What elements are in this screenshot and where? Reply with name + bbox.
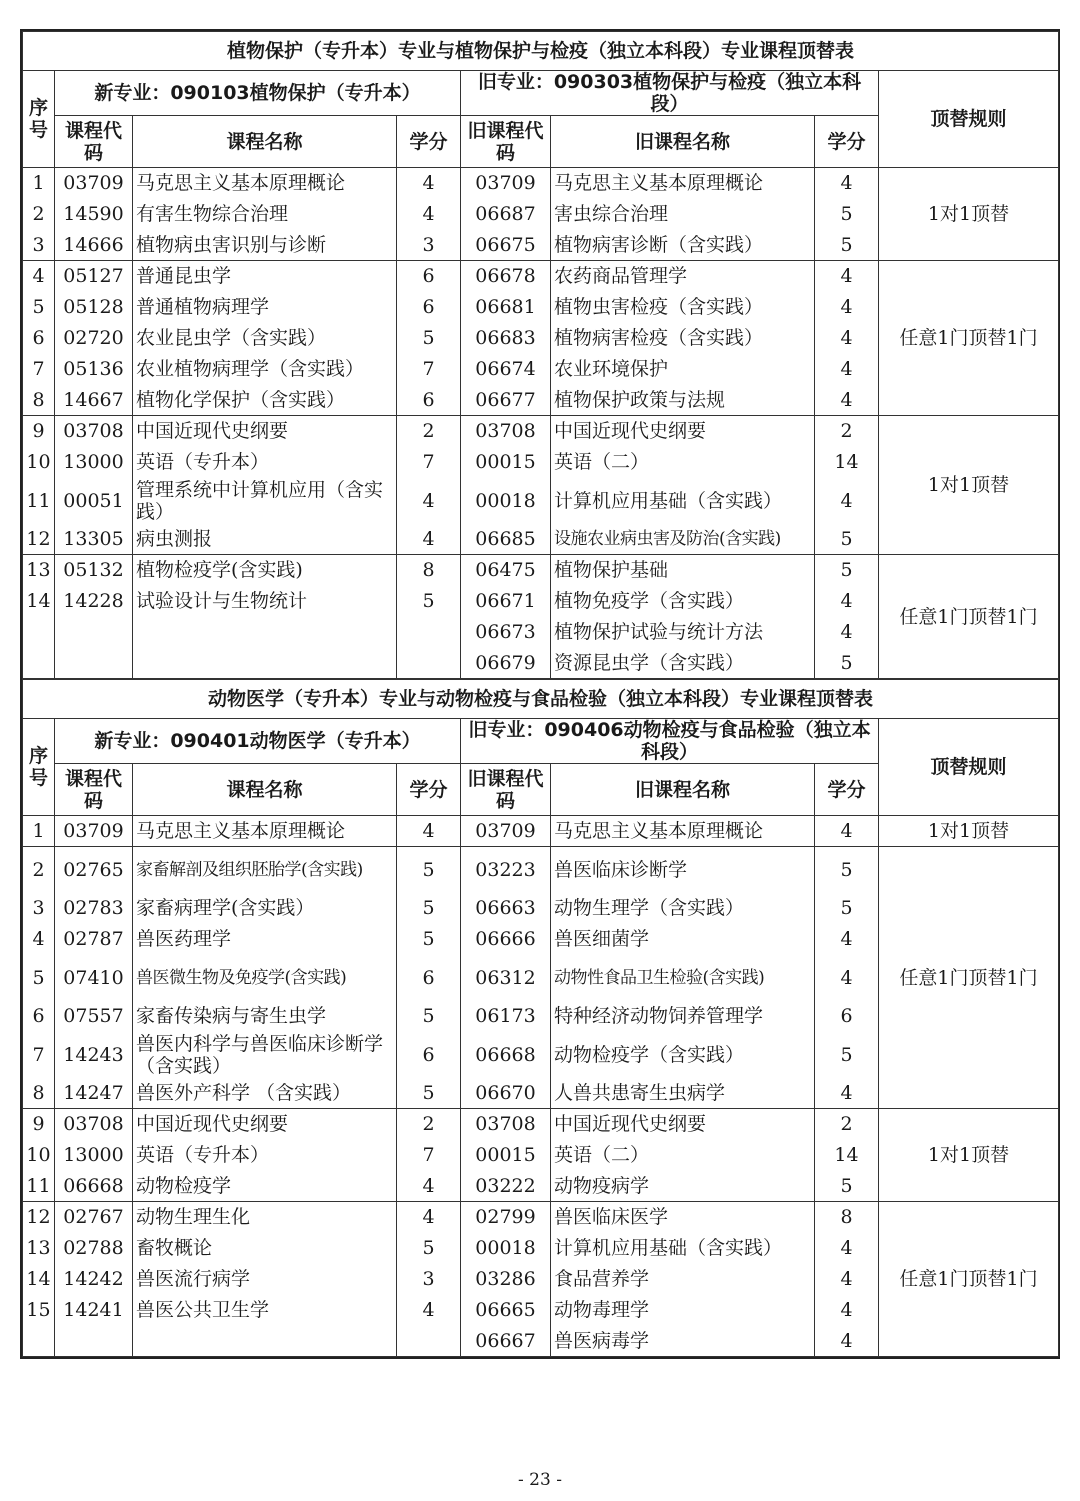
seq-cell: 2	[23, 847, 55, 893]
new-credit-cell: 4	[397, 524, 461, 555]
new-credit-cell: 5	[397, 893, 461, 924]
old-credit-cell: 5	[815, 1171, 879, 1202]
course-substitution-sheet	[20, 29, 1060, 1359]
seq-cell: 7	[23, 354, 55, 385]
old-name-cell: 动物生理学（含实践）	[551, 893, 815, 924]
old-name-cell: 植物免疫学（含实践）	[551, 586, 815, 617]
column-header-old-code: 旧课程代码	[461, 116, 551, 168]
old-code-cell: 00018	[461, 478, 551, 524]
old-name-cell: 中国近现代史纲要	[551, 1109, 815, 1140]
new-name-cell: 家畜病理学(含实践）	[133, 893, 397, 924]
rule-cell: 任意1门顶替1门	[879, 847, 1059, 1109]
table-row	[23, 1202, 1059, 1233]
old-code-cell: 03286	[461, 1264, 551, 1295]
seq-header: 序号	[23, 719, 55, 816]
old-code-cell: 06173	[461, 1001, 551, 1032]
new-name-cell: 兽医内科学与兽医临床诊断学（含实践）	[133, 1032, 397, 1078]
old-name-cell: 植物病害诊断（含实践）	[551, 230, 815, 261]
seq-cell: 9	[23, 416, 55, 447]
new-name-cell: 畜牧概论	[133, 1233, 397, 1264]
old-code-cell: 06668	[461, 1032, 551, 1078]
new-code-cell: 02765	[55, 847, 133, 893]
column-header-old-credit: 学分	[815, 764, 879, 816]
new-code-cell: 07410	[55, 955, 133, 1001]
rule-cell: 1对1顶替	[879, 816, 1059, 847]
new-name-cell: 兽医流行病学	[133, 1264, 397, 1295]
old-credit-cell: 4	[815, 354, 879, 385]
old-name-cell: 计算机应用基础（含实践）	[551, 1233, 815, 1264]
new-name-cell: 动物生理生化	[133, 1202, 397, 1233]
old-credit-cell: 4	[815, 617, 879, 648]
old-code-cell: 06681	[461, 292, 551, 323]
seq-cell: 1	[23, 816, 55, 847]
column-header-new-name: 课程名称	[133, 764, 397, 816]
new-code-cell: 05136	[55, 354, 133, 385]
old-code-cell: 06671	[461, 586, 551, 617]
old-code-cell: 03709	[461, 816, 551, 847]
seq-cell: 1	[23, 168, 55, 199]
old-credit-cell: 4	[815, 1326, 879, 1357]
seq-cell: 14	[23, 1264, 55, 1295]
new-name-cell: 兽医微生物及免疫学(含实践)	[133, 955, 397, 1001]
new-name-cell: 管理系统中计算机应用（含实践）	[133, 478, 397, 524]
table-row	[23, 416, 1059, 447]
old-credit-cell: 4	[815, 1233, 879, 1264]
new-credit-cell: 5	[397, 1001, 461, 1032]
old-credit-cell: 4	[815, 1078, 879, 1109]
old-credit-cell: 4	[815, 323, 879, 354]
old-name-cell: 兽医临床诊断学	[551, 847, 815, 893]
seq-cell: 5	[23, 292, 55, 323]
table-row	[23, 555, 1059, 586]
old-name-cell: 英语（二）	[551, 1140, 815, 1171]
new-code-cell	[55, 648, 133, 679]
seq-cell: 13	[23, 555, 55, 586]
old-major-header: 旧专业：090406动物检疫与食品检验（独立本科段）	[461, 719, 879, 764]
new-name-cell: 试验设计与生物统计	[133, 586, 397, 617]
column-header-new-name: 课程名称	[133, 116, 397, 168]
seq-cell: 2	[23, 199, 55, 230]
rule-cell: 1对1顶替	[879, 416, 1059, 555]
old-code-cell: 06685	[461, 524, 551, 555]
old-code-cell: 06674	[461, 354, 551, 385]
column-header-new-code: 课程代码	[55, 116, 133, 168]
new-credit-cell: 5	[397, 1078, 461, 1109]
old-credit-cell: 4	[815, 816, 879, 847]
old-credit-cell: 4	[815, 168, 879, 199]
rule-cell: 任意1门顶替1门	[879, 555, 1059, 679]
old-code-cell: 06678	[461, 261, 551, 292]
new-code-cell: 02783	[55, 893, 133, 924]
old-code-cell: 00018	[461, 1233, 551, 1264]
old-credit-cell: 14	[815, 1140, 879, 1171]
old-code-cell: 06677	[461, 385, 551, 416]
seq-cell: 11	[23, 1171, 55, 1202]
new-name-cell: 兽医公共卫生学	[133, 1295, 397, 1326]
new-credit-cell: 2	[397, 1109, 461, 1140]
column-header-old-name: 旧课程名称	[551, 764, 815, 816]
new-code-cell: 13000	[55, 1140, 133, 1171]
rule-header: 顶替规则	[879, 71, 1059, 168]
new-name-cell: 普通昆虫学	[133, 261, 397, 292]
old-code-cell: 06665	[461, 1295, 551, 1326]
seq-cell	[23, 648, 55, 679]
substitution-table	[22, 31, 1059, 679]
old-code-cell: 00015	[461, 1140, 551, 1171]
new-credit-cell: 4	[397, 199, 461, 230]
new-name-cell: 植物病虫害识别与诊断	[133, 230, 397, 261]
old-code-cell: 02799	[461, 1202, 551, 1233]
new-code-cell	[55, 617, 133, 648]
old-name-cell: 资源昆虫学（含实践）	[551, 648, 815, 679]
old-name-cell: 特种经济动物饲养管理学	[551, 1001, 815, 1032]
new-credit-cell: 7	[397, 1140, 461, 1171]
column-header-new-code: 课程代码	[55, 764, 133, 816]
old-name-cell: 害虫综合治理	[551, 199, 815, 230]
new-name-cell: 有害生物综合治理	[133, 199, 397, 230]
new-name-cell: 家畜解剖及组织胚胎学(含实践)	[133, 847, 397, 893]
table-row	[23, 1109, 1059, 1140]
new-credit-cell: 2	[397, 416, 461, 447]
new-major-header: 新专业：090401动物医学（专升本）	[55, 719, 461, 764]
old-name-cell: 植物病害检疫（含实践）	[551, 323, 815, 354]
new-code-cell: 02788	[55, 1233, 133, 1264]
seq-cell: 14	[23, 586, 55, 617]
old-code-cell: 06675	[461, 230, 551, 261]
old-code-cell: 06475	[461, 555, 551, 586]
seq-cell: 8	[23, 1078, 55, 1109]
new-code-cell: 13000	[55, 447, 133, 478]
new-name-cell: 普通植物病理学	[133, 292, 397, 323]
seq-cell: 6	[23, 323, 55, 354]
new-code-cell: 14243	[55, 1032, 133, 1078]
new-name-cell: 英语（专升本）	[133, 447, 397, 478]
old-name-cell: 植物虫害检疫（含实践）	[551, 292, 815, 323]
new-credit-cell: 4	[397, 478, 461, 524]
new-name-cell: 中国近现代史纲要	[133, 1109, 397, 1140]
new-code-cell: 05132	[55, 555, 133, 586]
new-name-cell	[133, 648, 397, 679]
new-credit-cell: 4	[397, 1171, 461, 1202]
new-credit-cell: 4	[397, 816, 461, 847]
new-code-cell: 02767	[55, 1202, 133, 1233]
old-code-cell: 06679	[461, 648, 551, 679]
new-credit-cell: 6	[397, 292, 461, 323]
old-name-cell: 兽医细菌学	[551, 924, 815, 955]
old-code-cell: 00015	[461, 447, 551, 478]
new-credit-cell: 4	[397, 1295, 461, 1326]
new-code-cell: 03708	[55, 1109, 133, 1140]
old-name-cell: 植物保护政策与法规	[551, 385, 815, 416]
old-code-cell: 06663	[461, 893, 551, 924]
new-credit-cell: 6	[397, 261, 461, 292]
new-name-cell: 马克思主义基本原理概论	[133, 168, 397, 199]
old-code-cell: 03223	[461, 847, 551, 893]
old-name-cell: 兽医临床医学	[551, 1202, 815, 1233]
old-name-cell: 马克思主义基本原理概论	[551, 168, 815, 199]
seq-cell: 5	[23, 955, 55, 1001]
table-title: 植物保护（专升本）专业与植物保护与检疫（独立本科段）专业课程顶替表	[23, 32, 1059, 71]
old-credit-cell: 4	[815, 1264, 879, 1295]
seq-cell: 10	[23, 1140, 55, 1171]
new-name-cell: 英语（专升本）	[133, 1140, 397, 1171]
new-code-cell: 00051	[55, 478, 133, 524]
old-major-header: 旧专业：090303植物保护与检疫（独立本科段）	[461, 71, 879, 116]
old-name-cell: 植物保护试验与统计方法	[551, 617, 815, 648]
old-code-cell: 03709	[461, 168, 551, 199]
old-code-cell: 06312	[461, 955, 551, 1001]
new-name-cell: 植物检疫学(含实践)	[133, 555, 397, 586]
tables-container	[22, 31, 1058, 1357]
old-credit-cell: 4	[815, 955, 879, 1001]
old-credit-cell: 4	[815, 586, 879, 617]
column-header-old-name: 旧课程名称	[551, 116, 815, 168]
old-credit-cell: 14	[815, 447, 879, 478]
new-code-cell: 14590	[55, 199, 133, 230]
seq-cell	[23, 617, 55, 648]
old-name-cell: 马克思主义基本原理概论	[551, 816, 815, 847]
new-credit-cell: 7	[397, 447, 461, 478]
old-name-cell: 计算机应用基础（含实践）	[551, 478, 815, 524]
old-credit-cell: 6	[815, 1001, 879, 1032]
old-name-cell: 中国近现代史纲要	[551, 416, 815, 447]
old-credit-cell: 5	[815, 555, 879, 586]
old-code-cell: 06687	[461, 199, 551, 230]
new-code-cell: 13305	[55, 524, 133, 555]
page-number: - 23 -	[518, 1470, 562, 1490]
old-name-cell: 动物疫病学	[551, 1171, 815, 1202]
rule-header: 顶替规则	[879, 719, 1059, 816]
new-name-cell: 中国近现代史纲要	[133, 416, 397, 447]
old-name-cell: 兽医病毒学	[551, 1326, 815, 1357]
seq-cell: 10	[23, 447, 55, 478]
old-code-cell: 03222	[461, 1171, 551, 1202]
old-name-cell: 设施农业病虫害及防治(含实践)	[551, 524, 815, 555]
new-code-cell: 14241	[55, 1295, 133, 1326]
new-credit-cell: 3	[397, 230, 461, 261]
old-code-cell: 06666	[461, 924, 551, 955]
column-header-new-credit: 学分	[397, 764, 461, 816]
old-credit-cell: 4	[815, 292, 879, 323]
old-name-cell: 农药商品管理学	[551, 261, 815, 292]
seq-cell: 12	[23, 1202, 55, 1233]
new-name-cell: 兽医药理学	[133, 924, 397, 955]
old-name-cell: 农业环境保护	[551, 354, 815, 385]
seq-cell: 6	[23, 1001, 55, 1032]
old-name-cell: 动物检疫学（含实践）	[551, 1032, 815, 1078]
old-credit-cell: 5	[815, 893, 879, 924]
table-row	[23, 816, 1059, 847]
new-credit-cell: 5	[397, 1233, 461, 1264]
new-code-cell: 14667	[55, 385, 133, 416]
old-credit-cell: 2	[815, 416, 879, 447]
substitution-table	[22, 679, 1059, 1357]
new-credit-cell: 4	[397, 168, 461, 199]
new-credit-cell: 6	[397, 1032, 461, 1078]
old-code-cell: 06667	[461, 1326, 551, 1357]
new-code-cell: 05127	[55, 261, 133, 292]
new-code-cell	[55, 1326, 133, 1357]
seq-cell	[23, 1326, 55, 1357]
new-code-cell: 06668	[55, 1171, 133, 1202]
new-credit-cell	[397, 1326, 461, 1357]
old-credit-cell: 5	[815, 230, 879, 261]
new-credit-cell: 6	[397, 385, 461, 416]
seq-cell: 11	[23, 478, 55, 524]
old-name-cell: 动物毒理学	[551, 1295, 815, 1326]
new-credit-cell: 5	[397, 924, 461, 955]
new-name-cell	[133, 617, 397, 648]
old-code-cell: 06673	[461, 617, 551, 648]
seq-cell: 3	[23, 230, 55, 261]
old-name-cell: 植物保护基础	[551, 555, 815, 586]
seq-header: 序号	[23, 71, 55, 168]
new-credit-cell: 3	[397, 1264, 461, 1295]
seq-cell: 4	[23, 924, 55, 955]
new-credit-cell: 6	[397, 955, 461, 1001]
old-credit-cell: 4	[815, 385, 879, 416]
seq-cell: 13	[23, 1233, 55, 1264]
old-credit-cell: 5	[815, 847, 879, 893]
rule-cell: 1对1顶替	[879, 1109, 1059, 1202]
old-code-cell: 06670	[461, 1078, 551, 1109]
old-code-cell: 03708	[461, 1109, 551, 1140]
old-name-cell: 英语（二）	[551, 447, 815, 478]
seq-cell: 9	[23, 1109, 55, 1140]
new-credit-cell: 5	[397, 847, 461, 893]
new-name-cell: 动物检疫学	[133, 1171, 397, 1202]
old-credit-cell: 5	[815, 1032, 879, 1078]
new-name-cell: 家畜传染病与寄生虫学	[133, 1001, 397, 1032]
new-name-cell: 农业植物病理学（含实践）	[133, 354, 397, 385]
rule-cell: 1对1顶替	[879, 168, 1059, 261]
old-credit-cell: 4	[815, 924, 879, 955]
new-code-cell: 05128	[55, 292, 133, 323]
new-credit-cell	[397, 617, 461, 648]
old-credit-cell: 5	[815, 199, 879, 230]
new-name-cell	[133, 1326, 397, 1357]
new-code-cell: 14666	[55, 230, 133, 261]
new-code-cell: 02720	[55, 323, 133, 354]
new-code-cell: 14228	[55, 586, 133, 617]
new-name-cell: 病虫测报	[133, 524, 397, 555]
new-code-cell: 07557	[55, 1001, 133, 1032]
new-credit-cell	[397, 648, 461, 679]
new-credit-cell: 7	[397, 354, 461, 385]
new-name-cell: 农业昆虫学（含实践）	[133, 323, 397, 354]
old-code-cell: 06683	[461, 323, 551, 354]
seq-cell: 12	[23, 524, 55, 555]
seq-cell: 7	[23, 1032, 55, 1078]
old-credit-cell: 2	[815, 1109, 879, 1140]
old-credit-cell: 4	[815, 1295, 879, 1326]
rule-cell: 任意1门顶替1门	[879, 261, 1059, 416]
seq-cell: 15	[23, 1295, 55, 1326]
new-code-cell: 03709	[55, 816, 133, 847]
column-header-old-code: 旧课程代码	[461, 764, 551, 816]
table-title: 动物医学（专升本）专业与动物检疫与食品检验（独立本科段）专业课程顶替表	[23, 680, 1059, 719]
old-name-cell: 食品营养学	[551, 1264, 815, 1295]
new-name-cell: 兽医外产科学 （含实践）	[133, 1078, 397, 1109]
table-row	[23, 168, 1059, 199]
seq-cell: 3	[23, 893, 55, 924]
old-code-cell: 03708	[461, 416, 551, 447]
new-credit-cell: 4	[397, 1202, 461, 1233]
new-major-header: 新专业：090103植物保护（专升本）	[55, 71, 461, 116]
new-credit-cell: 5	[397, 586, 461, 617]
column-header-new-credit: 学分	[397, 116, 461, 168]
old-credit-cell: 4	[815, 261, 879, 292]
seq-cell: 4	[23, 261, 55, 292]
new-code-cell: 14247	[55, 1078, 133, 1109]
old-name-cell: 人兽共患寄生虫病学	[551, 1078, 815, 1109]
new-name-cell: 马克思主义基本原理概论	[133, 816, 397, 847]
new-credit-cell: 8	[397, 555, 461, 586]
new-code-cell: 02787	[55, 924, 133, 955]
new-name-cell: 植物化学保护（含实践）	[133, 385, 397, 416]
old-name-cell: 动物性食品卫生检验(含实践)	[551, 955, 815, 1001]
new-credit-cell: 5	[397, 323, 461, 354]
table-row	[23, 261, 1059, 292]
column-header-old-credit: 学分	[815, 116, 879, 168]
new-code-cell: 03709	[55, 168, 133, 199]
old-credit-cell: 5	[815, 648, 879, 679]
rule-cell: 任意1门顶替1门	[879, 1202, 1059, 1357]
old-credit-cell: 5	[815, 524, 879, 555]
old-credit-cell: 8	[815, 1202, 879, 1233]
new-code-cell: 14242	[55, 1264, 133, 1295]
seq-cell: 8	[23, 385, 55, 416]
old-credit-cell: 4	[815, 478, 879, 524]
table-row	[23, 847, 1059, 893]
new-code-cell: 03708	[55, 416, 133, 447]
